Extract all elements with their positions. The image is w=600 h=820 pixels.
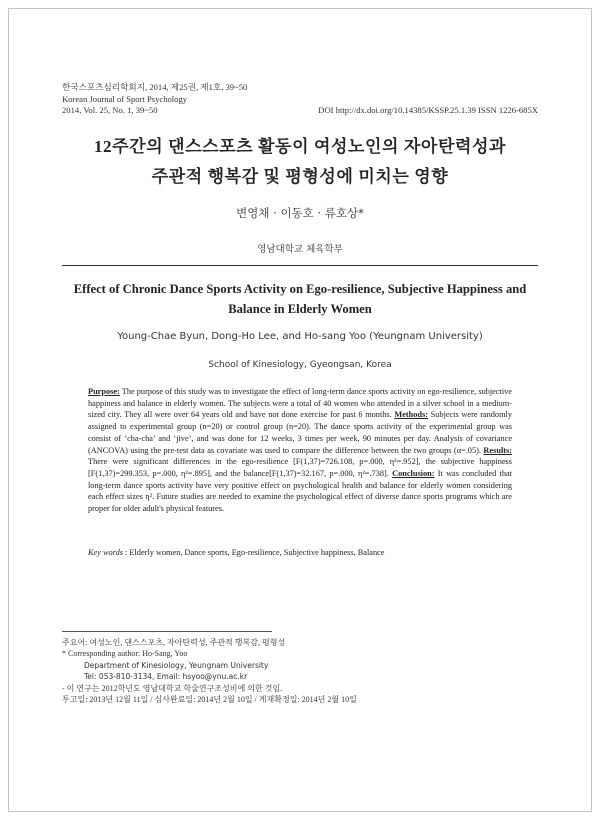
authors-ko: 변영채 · 이동호 · 류호상* (236, 206, 364, 220)
footnote-dates: 투고일: 2013년 12월 11일 / 심사완료일: 2014년 2월 10일 / 게재확정일: 2014년 2월 10일 (62, 695, 357, 705)
keywords-label: Key words (88, 548, 123, 557)
journal-volume: 2014, Vol. 25, No. 1, 39~50 (62, 105, 158, 116)
keywords-text: : Elderly women, Dance sports, Ego-resilience, Subjective happiness, Balance (122, 548, 385, 557)
journal-volume-row (62, 105, 538, 117)
methods-text: Subjects were randomly assigned to experimental group (n=20) or control group (n=20). The dance sports activity of the experimental group was consist of ‘cha-cha’ and ‘jive’, and was done for 12 weeks, 3 times per week, 90 minutes per day. Analysis of covariance (ANCOVA) using the pre-test data as covariate was used to compare the difference between the two groups (α=.05). (88, 410, 512, 455)
title-ko-line2: 주관적 행복감 및 평형성에 미치는 영향 (151, 167, 449, 186)
title-divider (62, 265, 538, 266)
authors-en: Young-Chae Byun, Dong-Ho Lee, and Ho-sang Yoo (Yeungnam University) (117, 331, 483, 342)
journal-header (62, 82, 538, 117)
conclusion-label: Conclusion: (392, 468, 435, 478)
footnote-keywords-ko: 주요어: 여성노인, 댄스스포츠, 자아탄력성, 주관적 행복감, 평형성 (62, 638, 286, 647)
footnotes (62, 637, 538, 705)
purpose-label: Purpose: (88, 387, 120, 396)
footnote-divider (62, 631, 272, 632)
journal-line-ko: 한국스포츠심리학회지, 2014, 제25권, 제1호, 39~50 (62, 82, 248, 92)
conclusion-text: It was concluded that long-term dance sports activity have very positive effect on psychological health and balance for elderly women considering each effect sizes η². Future studies are needed to examine the psychological effect of diverse dance sports programs which are proper for older adult's physical features. (88, 468, 512, 514)
doi-issn: DOI http://dx.doi.org/10.14385/KSSP.25.1.39 ISSN 1226-685X (318, 105, 538, 116)
footnote-contact: Tel: 053-810-3134, Email: hsyoo@ynu.ac.kr (84, 672, 248, 682)
results-text: There were significant differences in the ego-resilience [F(1,37)=726.108, p=.000, η²=.952], the subjective happiness [F(1,37)=299.353, p=.000, η²=.895], and the balance[F(1,37)=32.167, p=.000, η²=.738]. (88, 457, 512, 478)
affiliation-ko: 영남대학교 체육학부 (257, 244, 343, 255)
footnote-department: Department of Kinesiology, Yeungnam University (84, 660, 269, 670)
results-label: Results: (483, 445, 512, 455)
title-ko-line1: 12주간의 댄스스포츠 활동이 여성노인의 자아탄력성과 (93, 137, 507, 156)
abstract (88, 386, 512, 515)
footnote-corresponding: * Corresponding author: Ho-Sang, Yoo (62, 649, 188, 659)
methods-label: Methods: (394, 410, 429, 420)
keywords (88, 547, 512, 559)
journal-line-en: Korean Journal of Sport Psychology (62, 93, 188, 104)
purpose-text: The purpose of this study was to investigate the effect of long-term dance sports activity on ego-resilience, subjective happiness and balance in elderly women. The subjects were a total of 40 women who attended in a silver school in a medium-sized city. They all were over 64 years old and have not done exercise for past 6 months. (88, 387, 512, 420)
affiliation-en: School of Kinesiology, Gyeongsan, Korea (208, 360, 392, 370)
title-en: Effect of Chronic Dance Sports Activity on Ego-resilience, Subjective Happiness and Balance in Elderly Women (73, 282, 527, 316)
footnote-funding: - 이 연구는 2012학년도 영남대학교 학술연구조성비에 의한 것임. (62, 683, 283, 693)
